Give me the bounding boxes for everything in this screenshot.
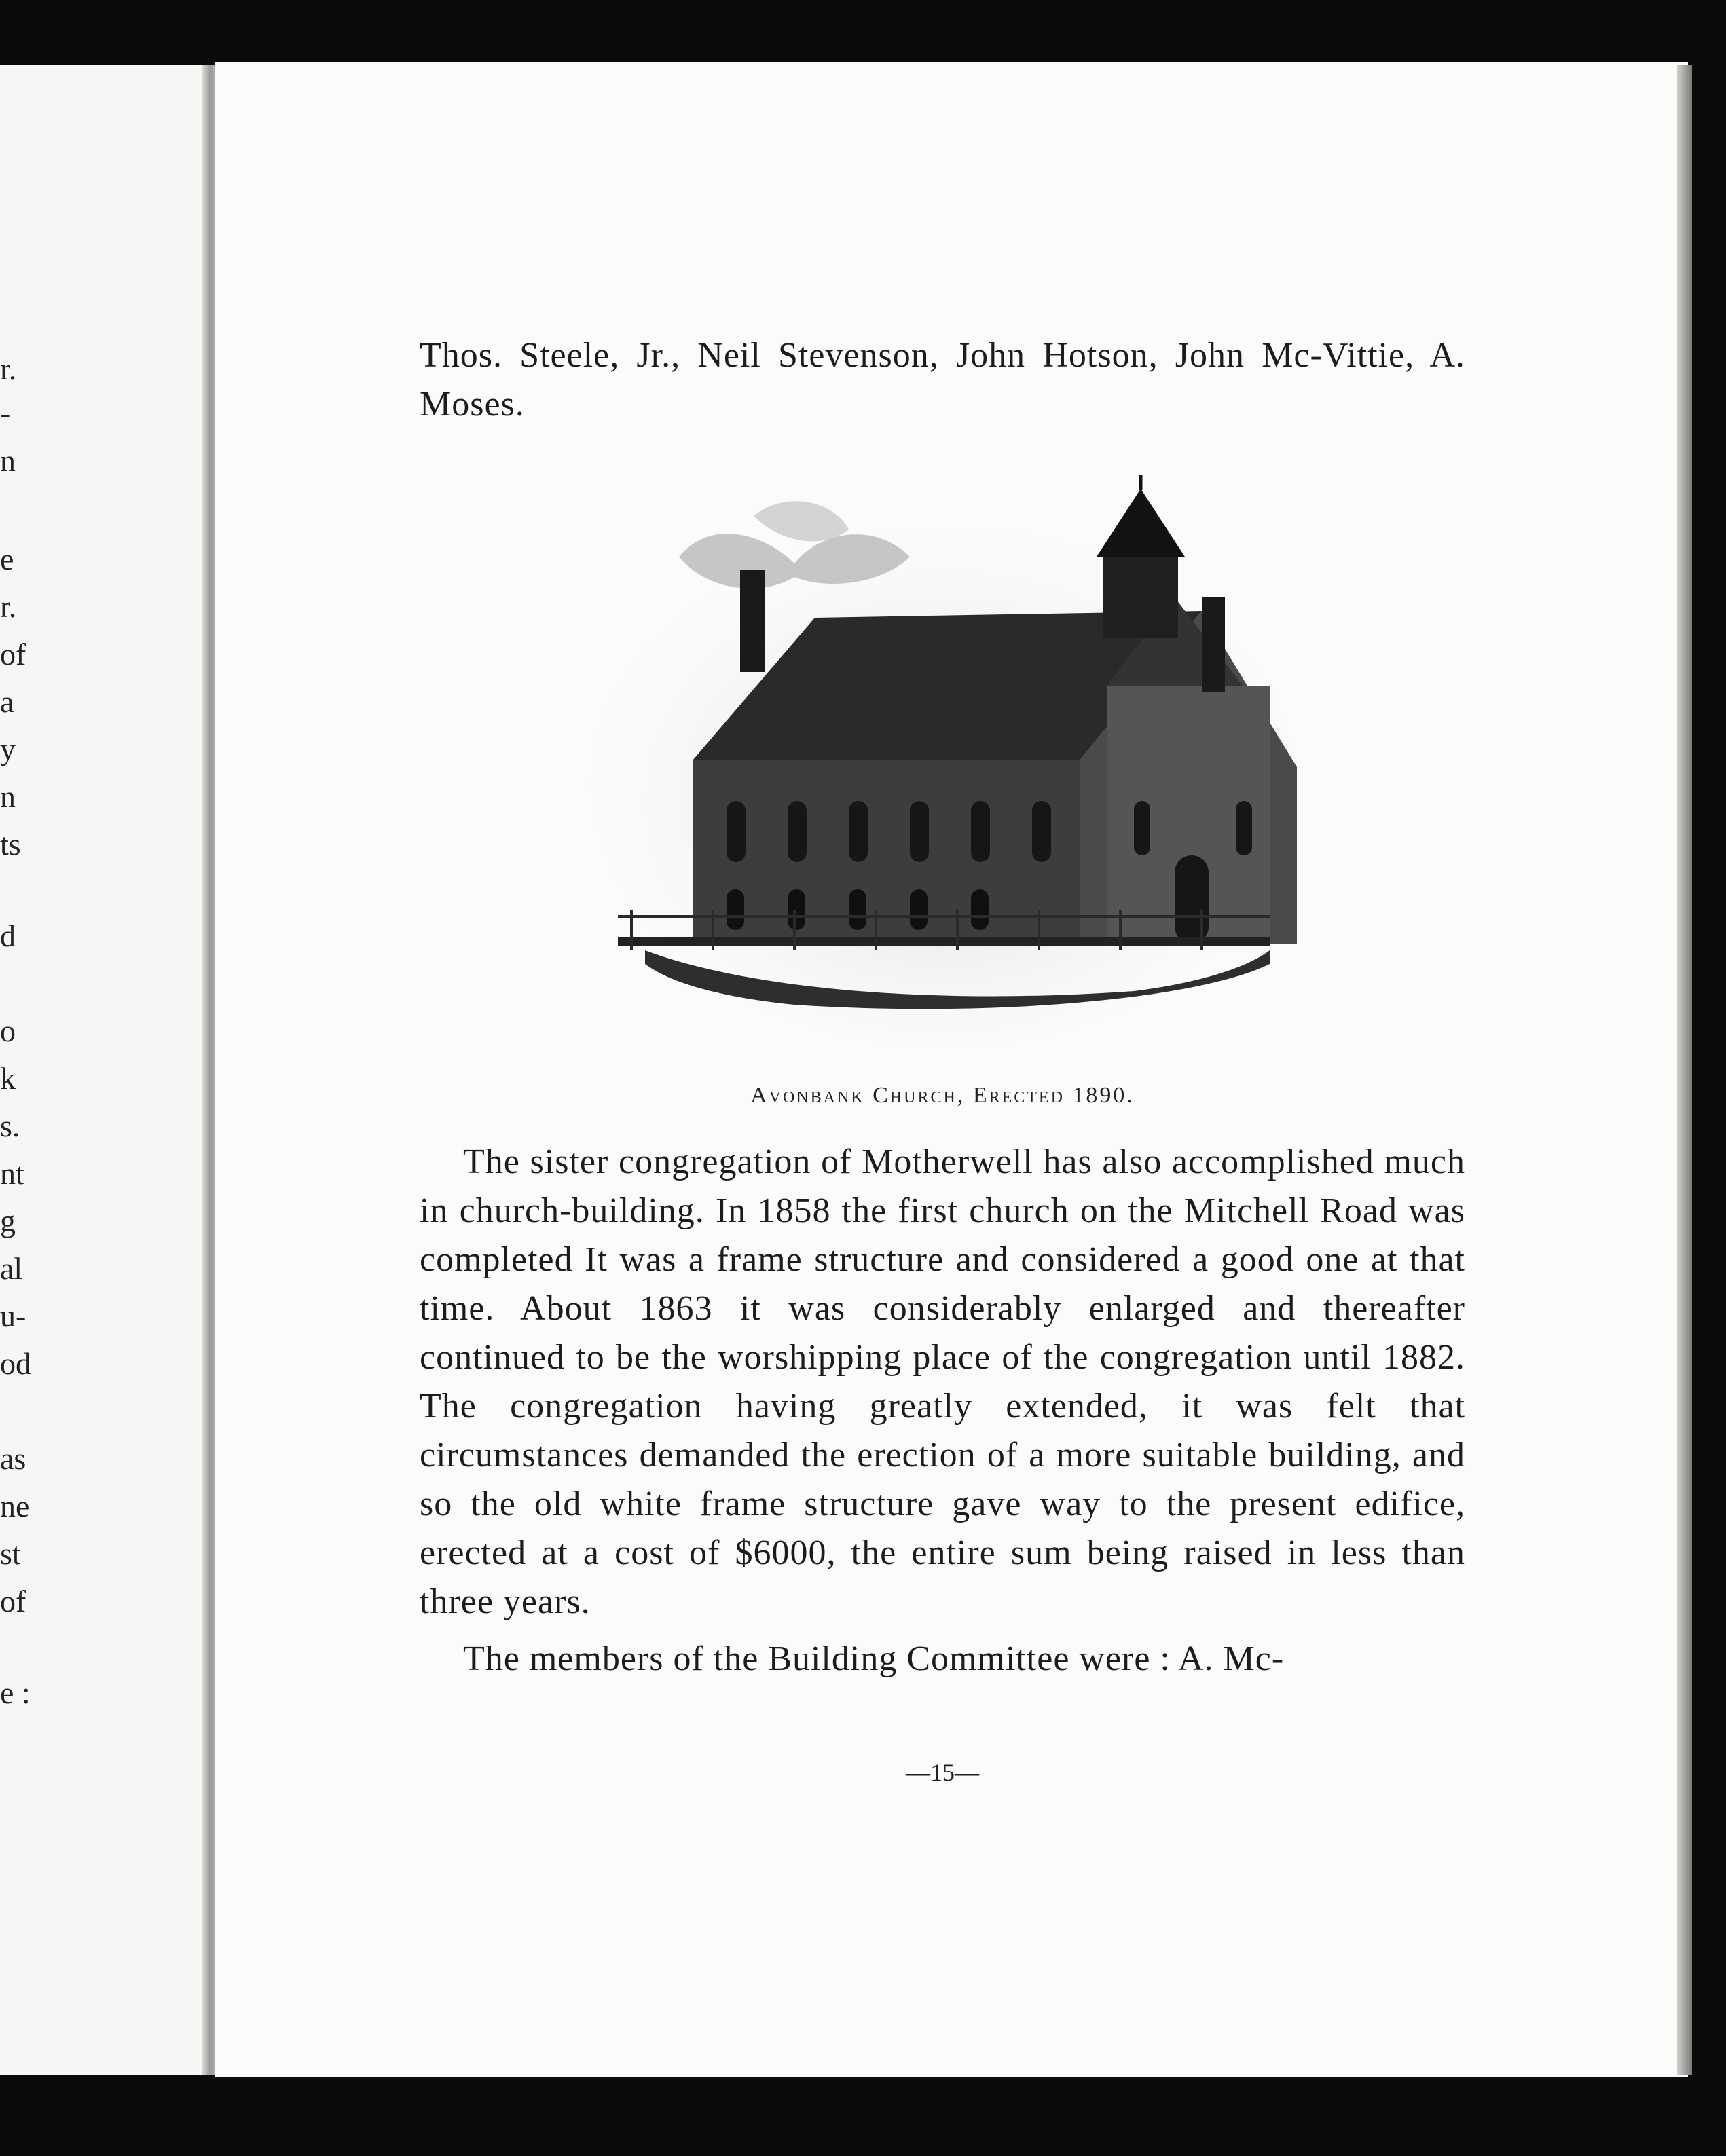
left-fragment: n [0,443,16,478]
left-fragment: ne [0,1489,30,1523]
figure-caption: Avonbank Church, Erected 1890. [750,1083,1135,1108]
left-fragment: d [0,918,16,953]
page-edge [1677,65,1692,2075]
left-fragment: of [0,1584,26,1618]
left-fragment: ts [0,827,21,861]
committee-names-paragraph: Thos. Steele, Jr., Neil Stevenson, John Hotson, John Mc-Vittie, A. Moses. [420,336,1465,424]
left-fragment: od [0,1346,31,1381]
body-paragraph: The sister congregation of Motherwell has also accomplished much in church-building. In 1858 the first church on the Mitchell Road was completed It was a frame structure and considered a good one at that time. About 1863 it was considerably enlarged and thereafter continued to be the worshipping place of the congregation until 1882. The congregation having greatly extended, it was felt that circumstances demanded the erection of a more suitable building, and so the old white frame structure gave way to the present edifice, erected at a cost of $6000, the entire sum being raised in less than three years. The members of the Building Committee were : A. Mc- [420,1138,1465,1684]
left-fragment: y [0,732,16,766]
left-fragment: a [0,684,14,719]
left-fragment: g [0,1204,16,1238]
left-fragment: st [0,1536,21,1571]
left-fragment: nt [0,1156,24,1191]
left-fragment: k [0,1061,16,1096]
left-fragment: s. [0,1109,20,1143]
left-fragment: as [0,1441,26,1476]
left-fragment: of [0,637,26,671]
left-fragment: n [0,779,16,814]
left-fragment: al [0,1251,23,1286]
left-fragment: r. [0,352,17,386]
church-engraving [591,475,1297,1045]
left-fragment: o [0,1014,16,1048]
left-fragment: e : [0,1675,31,1710]
left-fragment: - [0,396,11,430]
left-fragment: e [0,542,14,576]
last-paragraph: The members of the Building Committee were : A. Mc- [463,1639,1285,1678]
left-fragment: r. [0,589,17,624]
left-page [0,65,216,2075]
left-fragment: u- [0,1299,26,1333]
page-number: —15— [906,1759,979,1786]
